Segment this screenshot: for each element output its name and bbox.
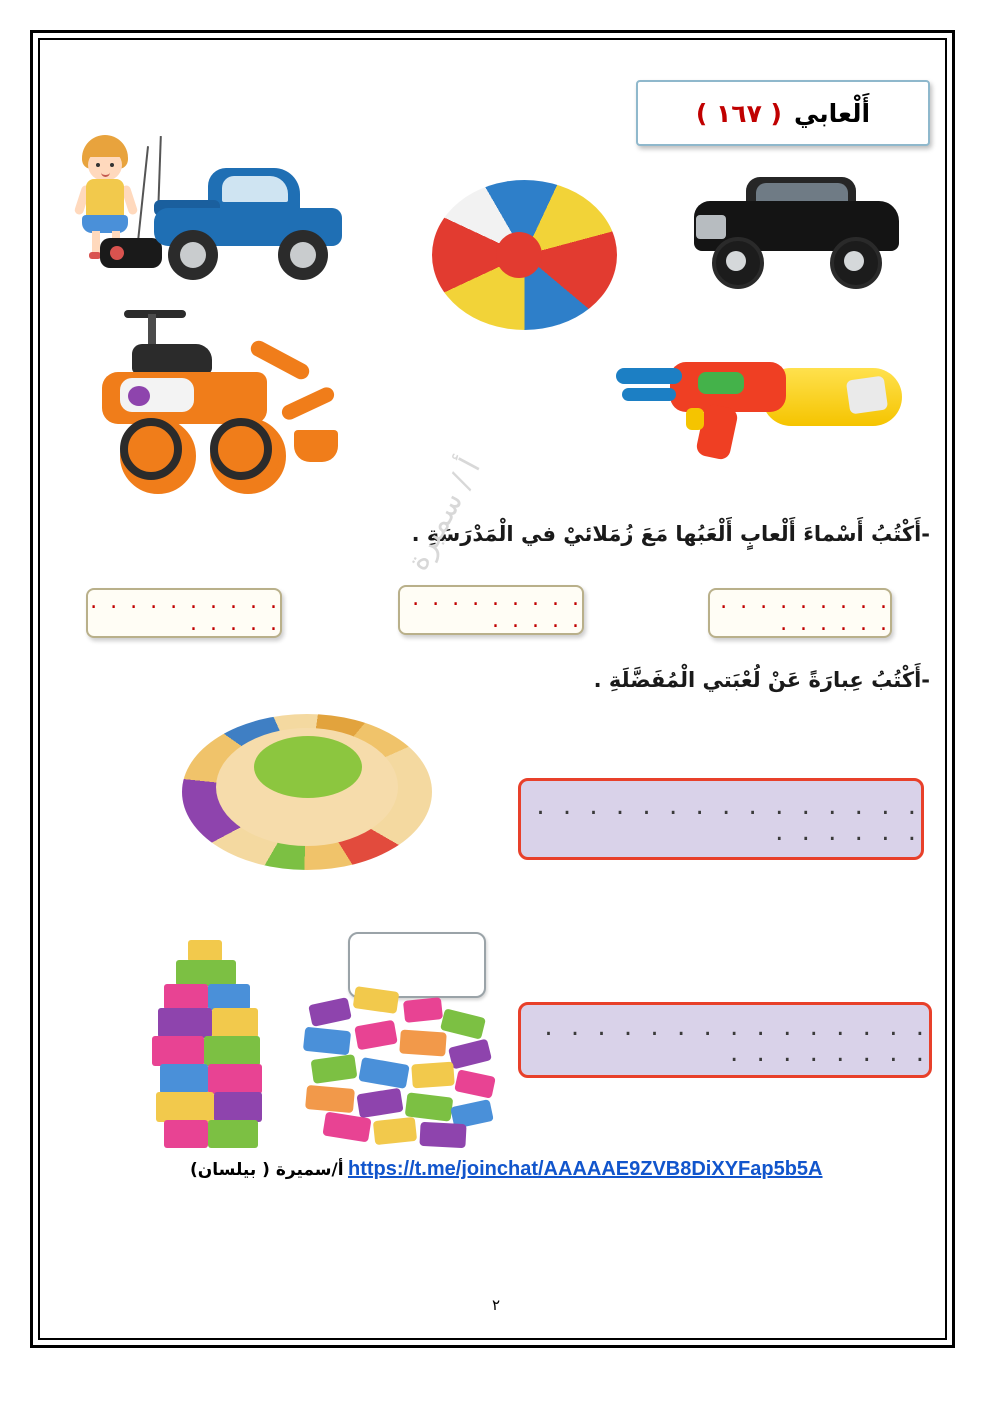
lego-bricks-pile-image <box>300 985 500 1155</box>
sentence-box-1[interactable] <box>518 778 924 860</box>
answer-box-toy-name-1[interactable] <box>86 588 282 638</box>
water-gun-image <box>612 338 907 473</box>
instruction-write-sentence: -أَكْتُبُ عِبارَةً عَنْ لُعْبَتي الْمُفَضَّلَةِ . <box>593 668 930 692</box>
answer-box-toy-name-2[interactable] <box>398 585 584 635</box>
page-title-number: ( ١٦٧ ) <box>695 98 782 128</box>
beach-ball-image <box>432 180 617 340</box>
round-color-cushion-image <box>182 700 432 882</box>
worksheet-title-box <box>636 80 930 146</box>
answer-box-toy-name-3[interactable] <box>708 588 892 638</box>
author-credit: أ/سميرة ( بيلسان) <box>190 1160 344 1180</box>
dotted-line: . . . . . . . . . . . . . . . <box>90 589 280 636</box>
instruction-write-toy-names: -أَكْتُبُ أَسْماءَ أَلْعابٍ أَلْعَبُها مَعَ زُمَلائيْ في الْمَدْرَسَةِ . <box>411 522 930 546</box>
blue-toy-truck-image <box>148 160 348 282</box>
dotted-line: . . . . . . . . . . . . . . . <box>720 589 890 636</box>
dotted-line: . . . . . . . . . . . . . . <box>412 586 582 633</box>
orange-ride-on-digger-image <box>62 300 337 490</box>
dotted-line: . . . . . . . . . . . . . . . . . . . . . <box>536 791 921 847</box>
sentence-box-2[interactable] <box>518 1002 932 1078</box>
watermark-text: أ / سميرة <box>400 452 488 577</box>
telegram-link[interactable]: https://t.me/joinchat/AAAAAE9ZVB8DiXYFap5b5A <box>348 1158 823 1180</box>
lego-figure-image <box>150 940 290 1155</box>
page-title: أَلْعابي <box>793 98 871 128</box>
black-ride-on-suv-image <box>690 175 905 290</box>
page-number: ٢ <box>491 1296 501 1314</box>
dotted-line: . . . . . . . . . . . . . . . . . . . . . . . <box>544 1012 929 1068</box>
